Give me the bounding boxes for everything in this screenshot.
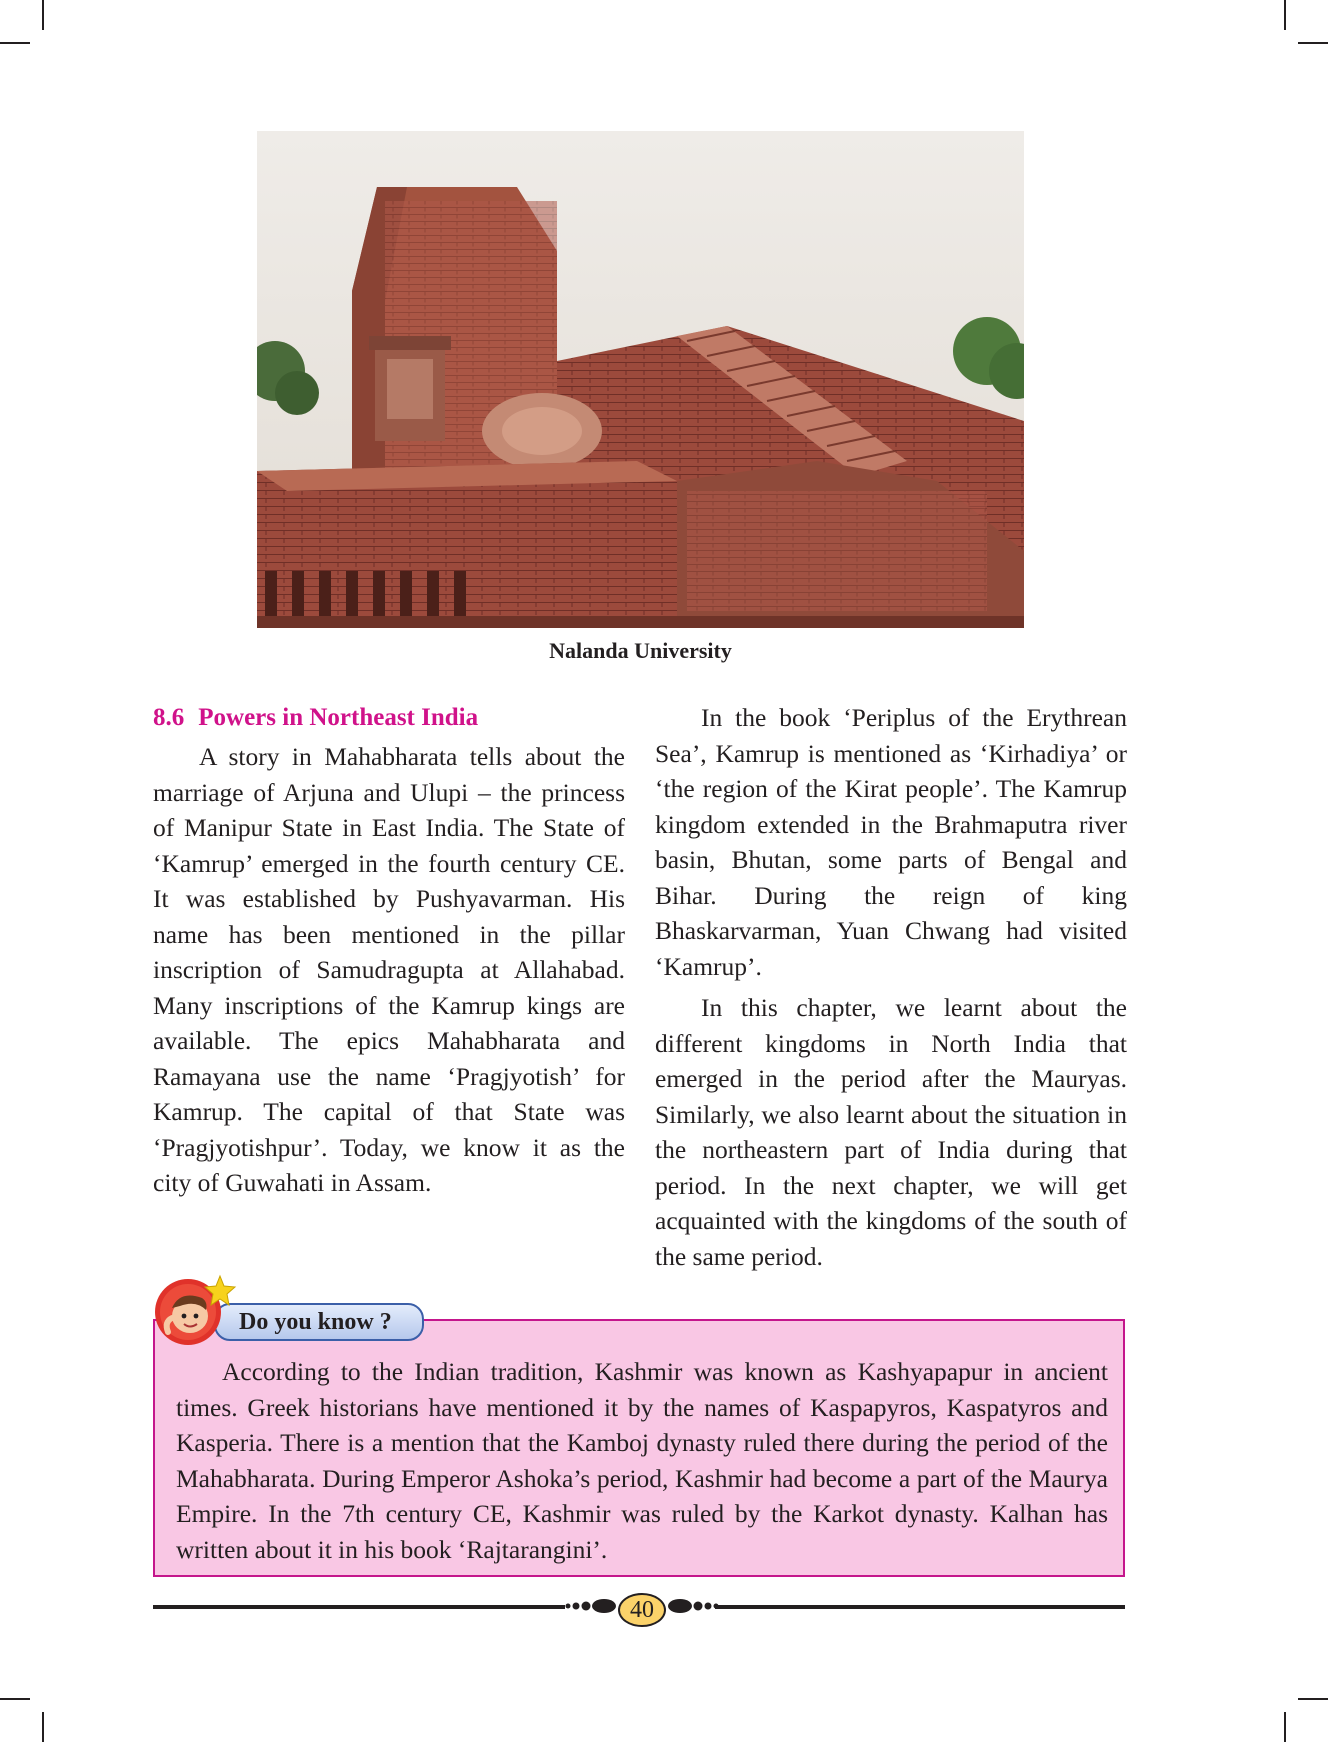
figure-caption: Nalanda University <box>549 638 732 663</box>
right-column <box>655 700 1127 1274</box>
crop-mark <box>0 42 30 44</box>
footer-ornament-icon <box>564 1598 624 1614</box>
crop-mark <box>1284 1712 1286 1742</box>
nalanda-photo <box>257 131 1024 628</box>
nalanda-ruins-illustration <box>257 131 1024 628</box>
paragraph: In this chapter, we learnt about the different kingdoms in North India that emerged in the period after the Mauryas. Similarly, we also learnt about the situation in the northeastern part of India during that period. In the next chapter, we will get acquainted with the kingdoms of the south of the same period. <box>655 993 1127 1271</box>
crop-mark <box>1284 0 1286 30</box>
paragraph: A story in Mahabharata tells about the marriage of Arjuna and Ulupi – the princess of Manipur State in East India. The State of ‘Kamrup’ emerged in the fourth century CE. It was established by Pushyavarman. His name has been mentioned in the pillar inscription of Samudragupta at Allahabad. Many inscriptions of the Kamrup kings are available. The epics Mahabharata and Ramayana use the name ‘Pragjyotish’ for Kamrup. The capital of that State was ‘Pragjyotishpur’. Today, we know it as the city of Guwahati in Assam. <box>153 742 625 1197</box>
footer-rule-right <box>715 1605 1125 1609</box>
do-you-know-label: Do you know ? <box>239 1309 392 1335</box>
crop-mark <box>1298 1698 1328 1700</box>
section-number: 8.6 <box>153 704 185 731</box>
crop-mark <box>1298 42 1328 44</box>
left-column <box>153 700 625 1201</box>
boy-mascot-icon <box>150 1272 240 1348</box>
footer-rule-left <box>153 1605 565 1609</box>
crop-mark <box>0 1698 30 1700</box>
crop-mark <box>42 0 44 30</box>
footer-ornament-icon <box>660 1598 720 1614</box>
page-number: 40 <box>618 1593 666 1627</box>
paragraph: In the book ‘Periplus of the Erythrean Sea’, Kamrup is mentioned as ‘Kirhadiya’ or ‘the region of the Kirat people’. The Kamrup kingdom extended in the Brahmaputra river basin, Bhutan, some parts of Bengal and Bihar. During the reign of king Bhaskarvarman, Yuan Chwang had visited ‘Kamrup’. <box>655 703 1127 981</box>
do-you-know-text: According to the Indian tradition, Kashmir was known as Kashyapapur in ancient times. Greek historians have mentioned it by the names of Kaspapyros, Kaspatyros and Kasperia. There is a mention that the Kamboj dynasty ruled there during the period of the Mahabharata. During Emperor Ashoka’s period, Kashmir had become a part of the Maurya Empire. In the 7th century CE, Kashmir was ruled by the Karkot dynasty. Kalhan has written about it in his book ‘Rajtarangini’. <box>176 1357 1108 1564</box>
crop-mark <box>42 1712 44 1742</box>
section-title: Powers in Northeast India <box>198 704 479 731</box>
section-heading <box>153 700 625 735</box>
